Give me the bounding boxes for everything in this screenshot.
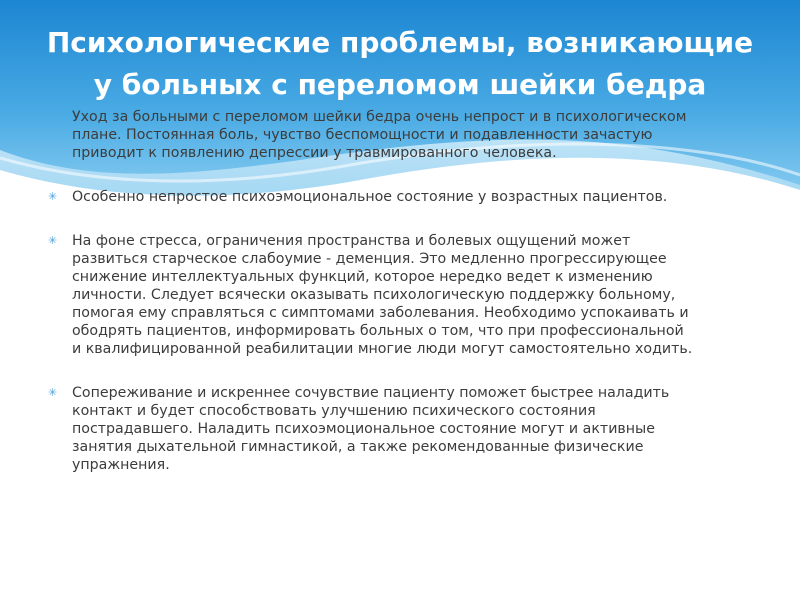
bullet-4-line-3: пострадавшего. Наладить психоэмоциональное состояние могут и активные xyxy=(72,421,655,437)
bullet-3-line-1: На фоне стресса, ограничения пространства и болевых ощущений может xyxy=(72,233,631,249)
bullet-item-2 xyxy=(48,188,760,206)
slide-title xyxy=(20,22,780,106)
bullet-3-line-4: личности. Следует всячески оказывать психологическую поддержку больному, xyxy=(72,287,676,303)
bullet-list xyxy=(48,108,760,474)
bullet-2-line-1: Особенно непростое психоэмоциональное состояние у возрастных пациентов. xyxy=(72,189,668,205)
bullet-1-line-1: Уход за больными с переломом шейки бедра очень непрост и в психологическом xyxy=(72,109,687,125)
bullet-4-line-1: Сопереживание и искреннее сочувствие пациенту поможет быстрее наладить xyxy=(72,385,670,401)
bullet-1-line-3: приводит к появлению депрессии у травмированного человека. xyxy=(72,145,557,161)
title-line-2: у больных с переломом шейки бедра xyxy=(93,68,707,101)
bullet-3-line-6: ободрять пациентов, информировать больных о том, что при профессиональной xyxy=(72,323,684,339)
bullet-1-line-2: плане. Постоянная боль, чувство беспомощности и подавленности зачастую xyxy=(72,127,653,143)
bullet-3-line-3: снижение интеллектуальных функций, которое нередко ведет к изменению xyxy=(72,269,653,285)
bullet-item-3 xyxy=(48,232,760,358)
bullet-4-line-4: занятия дыхательной гимнастикой, а также рекомендованные физические xyxy=(72,439,644,455)
bullet-item-4 xyxy=(48,384,760,474)
bullet-3-line-7: и квалифицированной реабилитации многие люди могут самостоятельно ходить. xyxy=(72,341,693,357)
bullet-3-line-2: развиться старческое слабоумие - деменция. Это медленно прогрессирующее xyxy=(72,251,667,267)
bullet-item-1 xyxy=(48,108,760,162)
title-line-1: Психологические проблемы, возникающие xyxy=(46,26,754,59)
bullet-marker-icon: ✳ xyxy=(48,386,58,399)
bullet-marker-icon: ✳ xyxy=(48,190,58,203)
bullet-marker-icon: ✳ xyxy=(48,234,58,247)
bullet-3-line-5: помогая ему справляться с симптомами заболевания. Необходимо успокаивать и xyxy=(72,305,689,321)
bullet-4-line-2: контакт и будет способствовать улучшению психического состояния xyxy=(72,403,596,419)
bullet-4-line-5: упражнения. xyxy=(72,457,170,473)
